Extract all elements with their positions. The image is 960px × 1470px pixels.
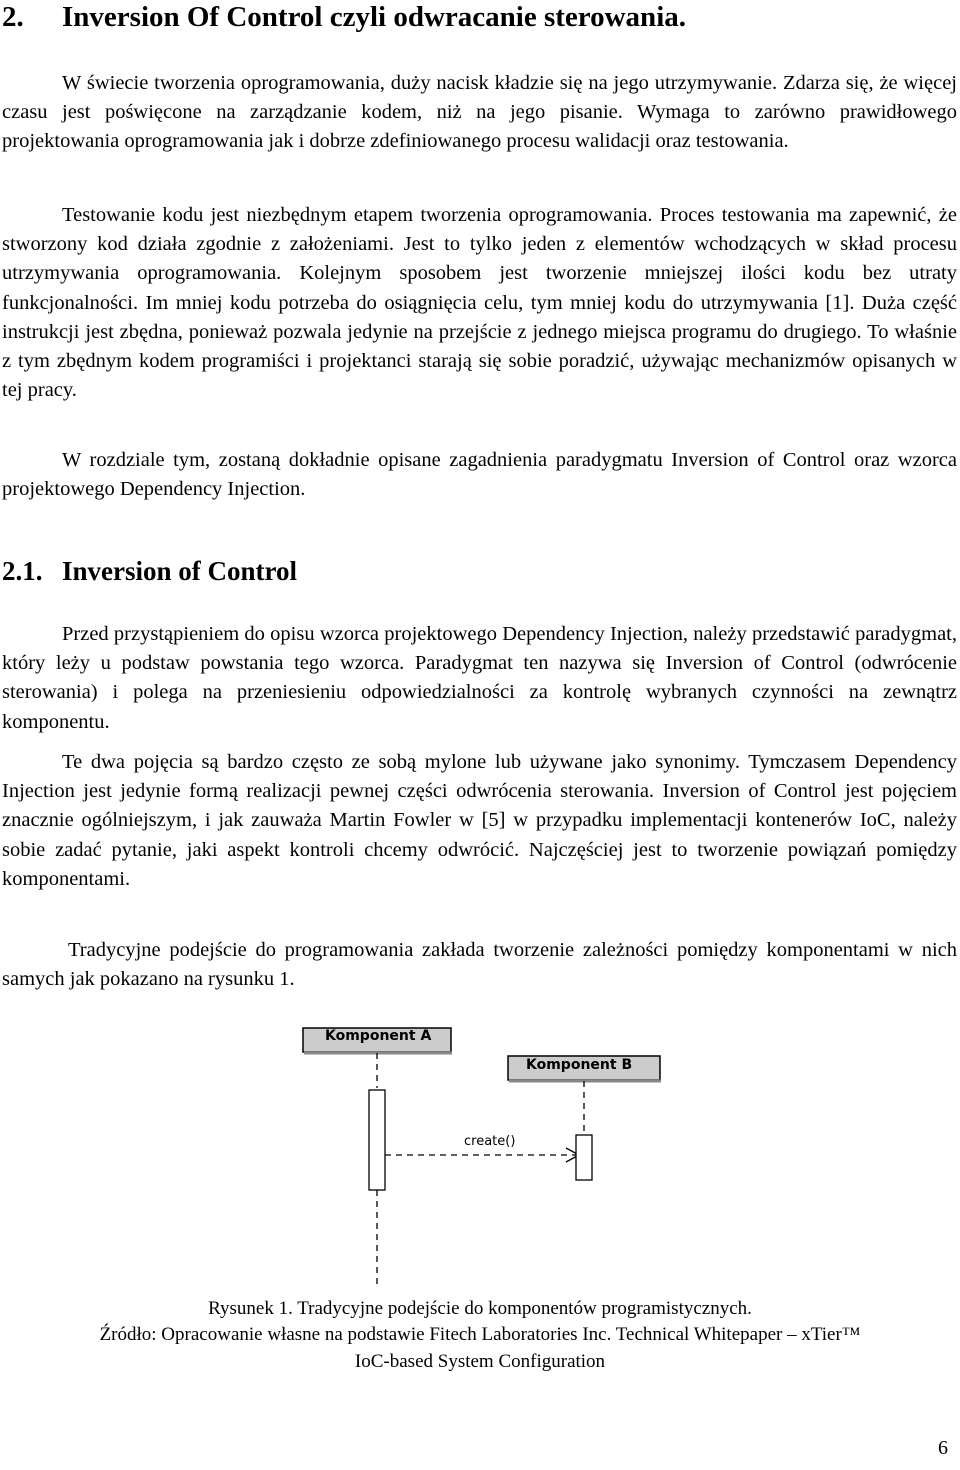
paragraph-synonyms: Te dwa pojęcia są bardzo często ze sobą mylone lub używane jako synonimy. Tymczasem Dependency Injection jest jedynie formą realizacji pewnej części odwrócenia sterowania. Inversion of Control jest pojęciem znacznie ogólniejszym, i jak zauważa Martin Fowler w [5] w przypadku implementacji kontenerów IoC, należy sobie zadać pytanie, jaki aspekt kontroli chcemy odwrócić. Najczęściej jest to tworzenie powiązań pomiędzy komponentami. <box>2 751 957 890</box>
section-title: Inversion of Control <box>62 556 298 586</box>
chapter-title: Inversion Of Control czyli odwracanie sterowania. <box>62 1 686 33</box>
component-b-label: Komponent B <box>526 1057 633 1073</box>
figure-source-line-2: IoC-based System Configuration <box>354 1351 606 1372</box>
paragraph-paradigm: Przed przystąpieniem do opisu wzorca projektowego Dependency Injection, należy przedstawić paradygmat, który leży u podstaw powstania tego wzorca. Paradygmat ten nazywa się Inversion of Control (odwrócenie sterowania) i polega na przeniesieniu odpowiedzialności za kontrolę wybranych czynności na zewnątrz komponentu. <box>2 623 957 733</box>
activation-bar-a <box>369 1090 385 1190</box>
paragraph-traditional: Tradycyjne podejście do programowania zakłada tworzenie zależności pomiędzy komponentami w nich samych jak pokazano na rysunku 1. <box>2 939 957 991</box>
chapter-number: 2. <box>2 1 24 33</box>
component-a-label: Komponent A <box>325 1028 432 1044</box>
page-number: 6 <box>938 1437 948 1459</box>
paragraph-maintenance: W świecie tworzenia oprogramowania, duży nacisk kładzie się na jego utrzymywanie. Zdarza się, że więcej czasu jest poświęcone na zarządzanie kodem, niż na jego pisanie. Wymaga to zarówno prawidłowego projektowania oprogramowania jak i dobrze zdefiniowanego procesu walidacji oraz testowania. <box>2 72 957 153</box>
chapter-heading <box>2 0 686 34</box>
sequence-diagram <box>300 1020 670 1290</box>
activation-bar-b <box>576 1135 592 1180</box>
section-number: 2.1. <box>2 556 43 586</box>
figure-source-line: Źródło: Opracowanie własne na podstawie Fitech Laboratories Inc. Technical Whitepaper – xTier™ <box>99 1324 861 1345</box>
section-heading <box>2 554 297 588</box>
figure-caption: Rysunek 1. Tradycyjne podejście do komponentów programistycznych. <box>208 1298 752 1319</box>
create-message-label: create() <box>464 1134 516 1149</box>
paragraph-chapter-scope: W rozdziale tym, zostaną dokładnie opisane zagadnienia paradygmatu Inversion of Control oraz wzorca projektowego Dependency Injection. <box>2 449 957 501</box>
paragraph-testing: Testowanie kodu jest niezbędnym etapem tworzenia oprogramowania. Proces testowania ma zapewnić, że stworzony kod działa zgodnie z założeniami. Jest to tylko jeden z elementów wchodzących w skład procesu utrzymywania oprogramowania. Kolejnym sposobem jest tworzenie mniejszej ilości kodu bez utraty funkcjonalności. Im mniej kodu potrzeba do osiągnięcia celu, tym mniej kodu do utrzymywania [1]. Duża część instrukcji jest zbędna, ponieważ pozwala jedynie na przejście z jednego miejsca programu do drugiego. To właśnie z tym zbędnym kodem programiści i projektanci starają się sobie poradzić, używając mechanizmów opisanych w tej pracy. <box>2 204 957 402</box>
